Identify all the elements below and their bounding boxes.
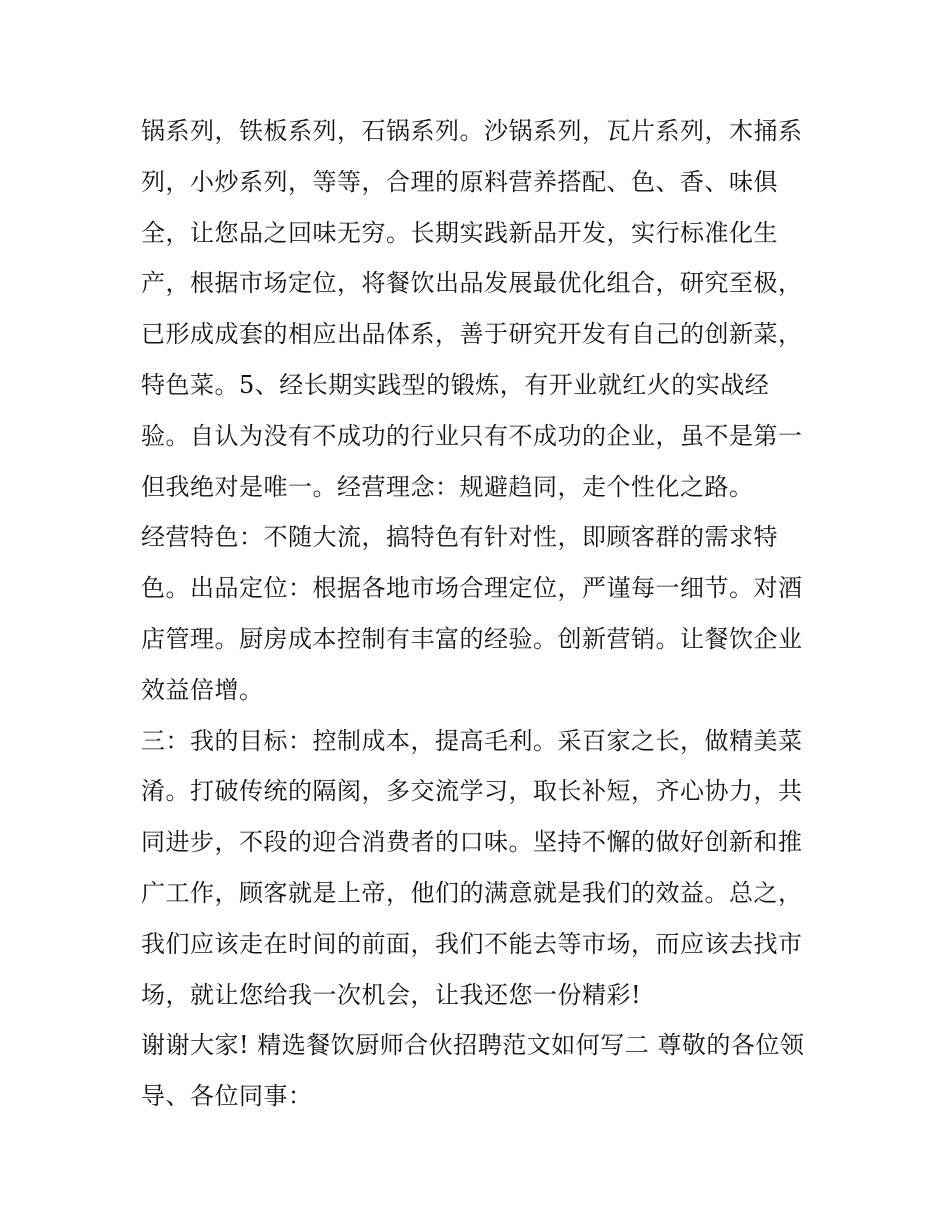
text-line: 色。出品定位：根据各地市场合理定位，严谨每一细节。对酒 bbox=[141, 574, 803, 603]
text-line: 效益倍增。 bbox=[141, 675, 264, 704]
text-line: 已形成成套的相应出品体系，善于研究开发有自己的创新菜， bbox=[141, 320, 803, 349]
text-line: 同进步，不段的迎合消费者的口味。坚持不懈的做好创新和推 bbox=[141, 828, 803, 857]
text-line: 场，就让您给我一次机会，让我还您一份精彩! bbox=[141, 980, 642, 1009]
text-line: 锅系列，铁板系列，石锅系列。沙锅系列，瓦片系列，木捅系 bbox=[141, 117, 803, 145]
text-line: 三：我的目标：控制成本，提高毛利。采百家之长，做精美菜 bbox=[141, 726, 803, 755]
text-line: 但我绝对是唯一。经营理念：规避趋同，走个性化之路。 bbox=[141, 472, 754, 501]
text-line: 我们应该走在时间的前面，我们不能去等市场，而应该去找市 bbox=[141, 929, 803, 958]
text-line: 店管理。厨房成本控制有丰富的经验。创新营销。让餐饮企业 bbox=[141, 624, 803, 653]
text-line: 列，小炒系列，等等，合理的原料营养搭配、色、香、味俱 bbox=[141, 167, 778, 196]
text-line: 全，让您品之回味无穷。长期实践新品开发，实行标准化生 bbox=[141, 218, 778, 247]
text-line: 淆。打破传统的隔阂，多交流学习，取长补短，齐心协力，共 bbox=[141, 777, 803, 806]
text-line: 谢谢大家! 精选餐饮厨师合伙招聘范文如何写二 尊敬的各位领 bbox=[141, 1031, 805, 1060]
text-line: 广工作，顾客就是上帝，他们的满意就是我们的效益。总之， bbox=[141, 878, 803, 907]
text-line: 经营特色：不随大流，搞特色有针对性，即顾客群的需求特 bbox=[141, 523, 778, 552]
text-line: 导、各位同事： bbox=[141, 1082, 313, 1111]
body-text bbox=[141, 106, 821, 1122]
text-line: 产，根据市场定位，将餐饮出品发展最优化组合，研究至极， bbox=[141, 269, 803, 298]
text-line: 特色菜。5、经长期实践型的锻炼，有开业就红火的实战经 bbox=[141, 370, 770, 399]
text-line: 验。自认为没有不成功的行业只有不成功的企业，虽不是第一 bbox=[141, 421, 803, 450]
